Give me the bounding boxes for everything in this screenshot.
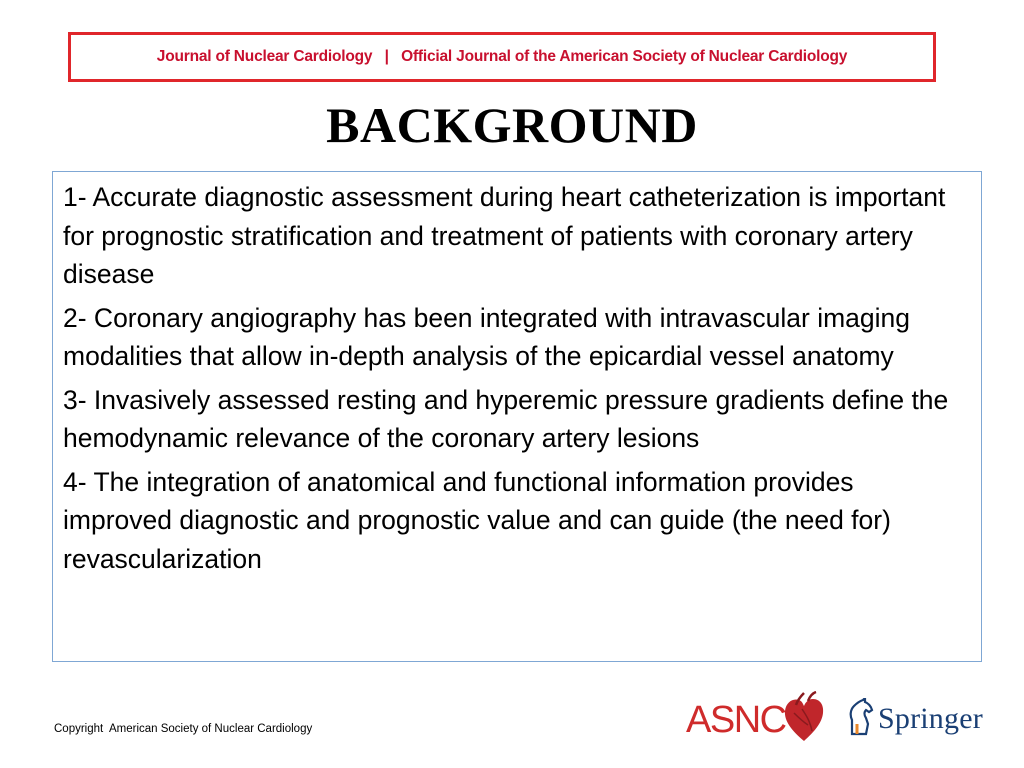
horse-icon xyxy=(846,698,874,741)
asnc-logo-text: ASNC xyxy=(686,698,786,741)
content-box xyxy=(52,171,982,662)
bullet-item: 2- Coronary angiography has been integrated with intravascular imaging modalities that allow in-depth analysis of the epicardial vessel anatomy xyxy=(63,302,911,371)
bullet-item: 1- Accurate diagnostic assessment during heart catheterization is important for prognostic stratification and treatment of patients with coronary artery disease xyxy=(63,182,946,289)
springer-logo xyxy=(846,694,983,744)
slide-title: BACKGROUND xyxy=(326,97,698,153)
journal-banner-text: Journal of Nuclear Cardiology | Official Journal of the American Society of Nuclear Cardiology xyxy=(156,48,848,65)
bullet-item: 3- Invasively assessed resting and hyperemic pressure gradients define the hemodynamic relevance of the coronary artery lesions xyxy=(63,384,949,453)
bullet-item: 4- The integration of anatomical and functional information provides improved diagnostic and prognostic value and can guide (the need for) revascularization xyxy=(63,466,891,574)
journal-banner xyxy=(68,32,936,82)
heart-icon xyxy=(782,691,826,750)
springer-logo-text: Springer xyxy=(878,702,983,735)
asnc-logo xyxy=(686,692,826,748)
copyright-text: Copyright American Society of Nuclear Cardiology xyxy=(54,723,313,735)
